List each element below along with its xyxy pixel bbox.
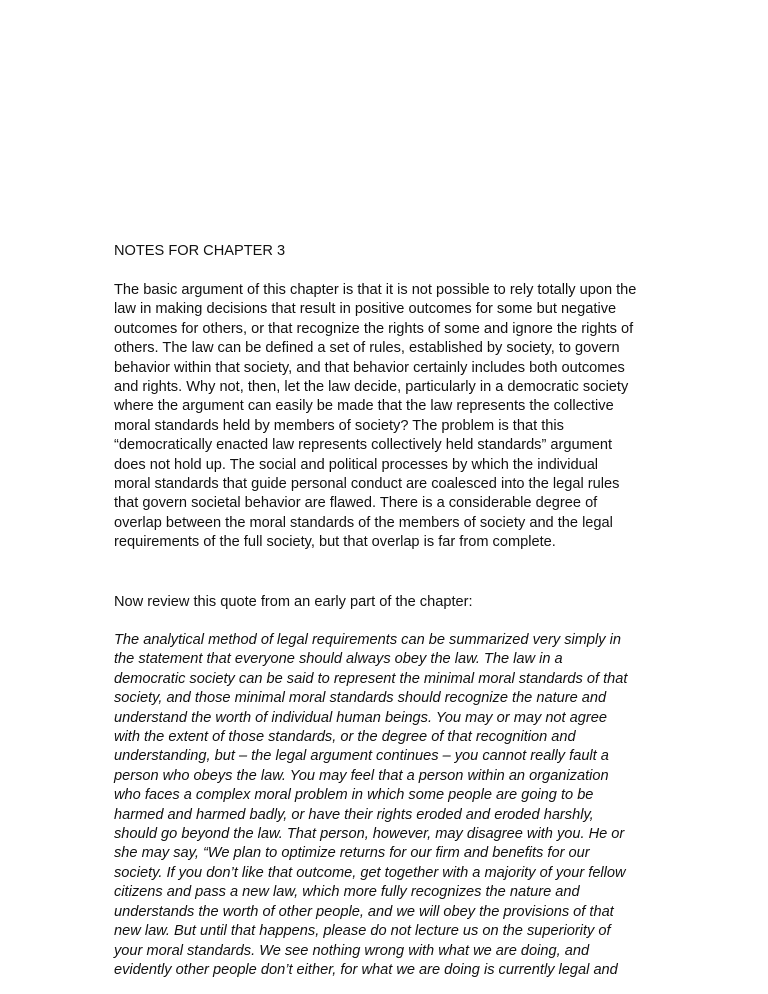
paragraph-line: law in making decisions that result in positive outcomes for some but negative (114, 301, 617, 318)
quote-line: society. If you don’t like that outcome, get together with a majority of your fellow (114, 864, 626, 881)
paragraph-line: and rights. Why not, then, let the law decide, particularly in a democratic society (114, 379, 629, 396)
paragraph-line: requirements of the full society, but that overlap is far from complete. (114, 534, 556, 551)
paragraph-line: where the argument can easily be made that the law represents the collective (114, 398, 614, 415)
quote-line: with the extent of those standards, or the degree of that recognition and (114, 729, 576, 746)
quote-line: she may say, “We plan to optimize returns for our firm and benefits for our (114, 845, 590, 862)
paragraph-line: The basic argument of this chapter is that it is not possible to rely totally upon the (114, 282, 637, 298)
quote-line: harmed and harmed badly, or have their rights eroded and eroded harshly, (114, 806, 594, 823)
chapter-quote (114, 631, 644, 980)
quote-line: evidently other people don’t either, for what we are doing is currently legal and (114, 961, 618, 978)
quote-line: understand the worth of individual human beings. You may or may not agree (114, 709, 607, 726)
quote-line: who faces a complex moral problem in which some people are going to be (114, 787, 594, 804)
quote-line: The analytical method of legal requirements can be summarized very simply in (114, 632, 621, 648)
paragraph-line: moral standards held by members of society? The problem is that this (114, 417, 564, 434)
paragraph-line: overlap between the moral standards of the members of society and the legal (114, 514, 613, 531)
review-intro-paragraph (114, 593, 644, 612)
paragraph-line: Now review this quote from an early part of the chapter: (114, 594, 473, 610)
paragraph-line: “democratically enacted law represents collectively held standards” argument (114, 437, 613, 454)
quote-line: understanding, but – the legal argument continues – you cannot really fault a (114, 748, 609, 765)
paragraph-line: does not hold up. The social and political processes by which the individual (114, 456, 599, 473)
quote-line: democratic society can be said to represent the minimal moral standards of that (114, 670, 628, 687)
quote-line: should go beyond the law. That person, however, may disagree with you. He or (114, 826, 625, 843)
quote-line: your moral standards. We see nothing wrong with what we are doing, and (114, 942, 590, 959)
paragraph-line: behavior within that society, and that behavior certainly includes both outcomes (114, 359, 625, 376)
paragraph-line: outcomes for others, or that recognize the rights of some and ignore the rights of (114, 320, 634, 337)
quote-line: citizens and pass a new law, which more fully recognizes the nature and (114, 884, 580, 901)
quote-line: the statement that everyone should always obey the law. The law in a (114, 651, 563, 668)
intro-paragraph (114, 281, 644, 553)
heading-text: NOTES FOR CHAPTER 3 (114, 243, 286, 259)
paragraph-line: moral standards that guide personal conduct are coalesced into the legal rules (114, 476, 620, 493)
quote-line: new law. But until that happens, please do not lecture us on the superiority of (114, 923, 611, 940)
chapter-heading (114, 242, 644, 261)
paragraph-line: others. The law can be defined a set of rules, established by society, to govern (114, 340, 620, 357)
quote-line: society, and those minimal moral standards should recognize the nature and (114, 690, 607, 707)
paragraph-line: that govern societal behavior are flawed. There is a considerable degree of (114, 495, 598, 512)
quote-line: person who obeys the law. You may feel that a person within an organization (114, 767, 609, 784)
quote-line: understands the worth of other people, and we will obey the provisions of that (114, 903, 614, 920)
